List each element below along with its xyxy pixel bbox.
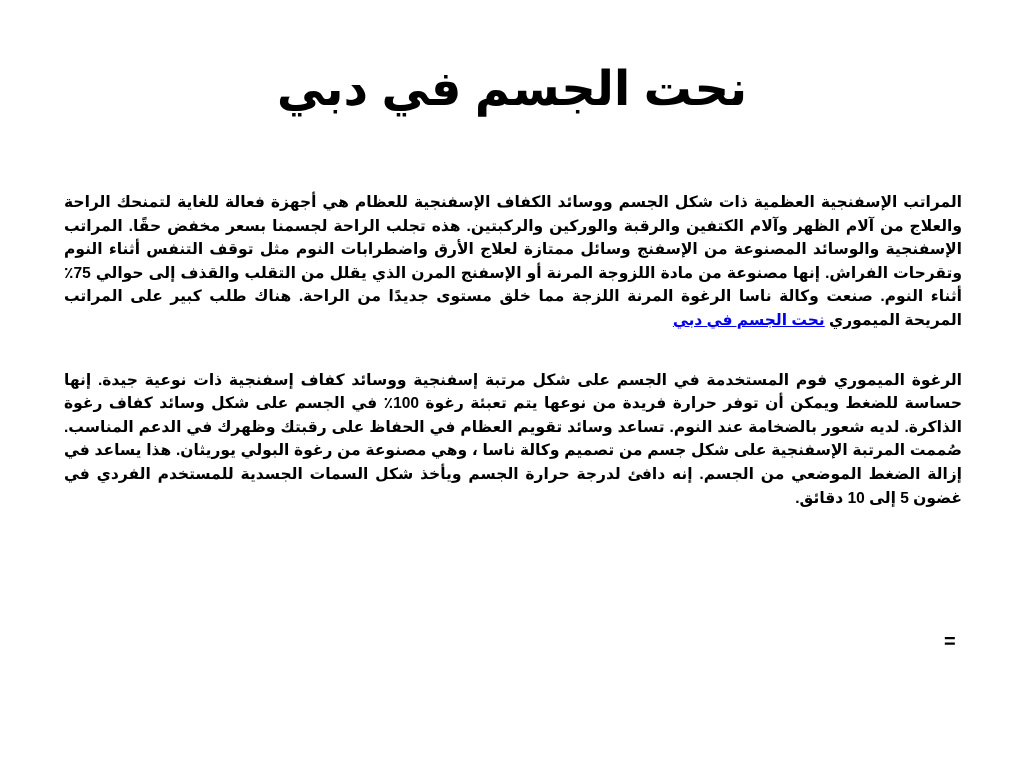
paragraph-1-text: المراتب الإسفنجية العظمية ذات شكل الجسم ووسائد الكفاف الإسفنجية للعظام هي أجهزة فعالة للغاية لتمنحك الراحة والعلاج من آلام الظهر وآلام الكتفين والرقبة والوركين والركبتين. هذه تجلب الراحة لجسمنا بسعر مخفض حقًا. المراتب الإسفنجية والوسائد المصنوعة من الإسفنج وسائل ممتازة لعلاج الأرق واضطرابات النوم مثل توقف التنفس أثناء النوم وتقرحات الفراش. إنها مصنوعة من مادة اللزوجة المرنة أو الإسفنج المرن الذي يقلل من التقلب والقذف إلى حوالي 75٪ أثناء النوم. صنعت وكالة ناسا الرغوة المرنة اللزجة مما خلق مستوى جديدًا من الراحة. هناك طلب كبير على المراتب المريحة الميموري xyxy=(64,194,962,329)
page-title: نحت الجسم في دبي xyxy=(276,63,748,116)
paragraph-2: الرغوة الميموري فوم المستخدمة في الجسم على شكل مرتبة إسفنجية ووسائد كفاف إسفنجية ذات نوعية جيدة. إنها حساسة للضغط ويمكن أن توفر حرارة فريدة من نوعها يتم تعبئة رغوة 100٪ في الجسم على شكل وسائد كفاف رغوة الذاكرة. لديه شعور بالضخامة عند النوم. تساعد وسائد تقويم العظام في الحفاظ على رقبتك وظهرك في الدعم المناسب. صُممت المرتبة الإسفنجية على شكل جسم من تصميم وكالة ناسا ، وهي مصنوعة من رغوة البولي يوريثان. هذا يساعد في إزالة الضغط الموضعي من الجسم. إنه دافئ لدرجة حرارة الجسم ويأخذ شكل السمات الجسدية للمستخدم الفردي في غضون 5 إلى 10 دقائق. xyxy=(64,371,962,507)
paragraph-1 xyxy=(64,191,962,333)
body-sculpting-link[interactable]: نحت الجسم في دبي xyxy=(672,311,825,329)
trailing-equals-text: = xyxy=(944,631,956,653)
article-body xyxy=(64,191,962,510)
